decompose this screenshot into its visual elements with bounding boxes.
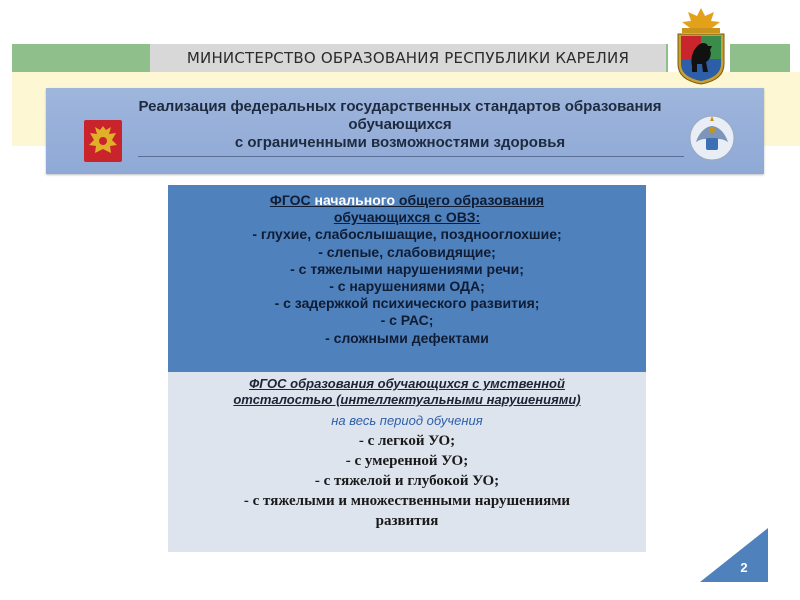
page-title: [70, 98, 730, 152]
title-line: с ограниченными возможностями здоровья: [234, 134, 566, 151]
ministry-banner-title: МИНИСТЕРСТВО ОБРАЗОВАНИЯ РЕСПУБЛИКИ КАРЕЛИЯ: [150, 44, 666, 72]
list-item: - слепые, слабовидящие;: [318, 243, 496, 260]
list-item: - глухие, слабослышащие, позднооглохшие;: [252, 226, 562, 243]
list-item: - с тяжелыми нарушениями речи;: [290, 260, 524, 277]
fgos-primary-heading-line2: обучающихся с ОВЗ:: [333, 209, 481, 226]
title-line: Реализация федеральных государственных стандартов образования: [138, 98, 662, 115]
list-item: - с задержкой психического развития;: [274, 295, 540, 312]
russia-coat-of-arms-icon: [80, 118, 126, 164]
karelia-coat-of-arms-icon: [670, 6, 732, 86]
list-item: - с тяжелыми и множественными нарушениями: [243, 493, 571, 509]
list-item: - с нарушениями ОДА;: [329, 278, 485, 295]
list-item: развития: [375, 513, 439, 529]
heading-line: ФГОС образования обучающихся с умственной: [249, 376, 565, 391]
title-line: обучающихся: [348, 116, 452, 133]
fgos-intellectual-list: [168, 431, 646, 531]
fgos-intellectual-subheading: на весь период обучения: [331, 413, 483, 428]
list-item: - сложными дефектами: [325, 329, 489, 346]
title-underline: [138, 156, 684, 157]
fgos-intellectual-heading: [168, 376, 646, 408]
heading-line: отсталостью (интеллектуальными нарушениями): [233, 392, 581, 407]
list-item: - с РАС;: [380, 312, 434, 329]
heading-prefix: ФГОС: [269, 192, 315, 208]
top-band-right: [730, 44, 790, 72]
page-number: 2: [740, 560, 748, 575]
list-item: - с умеренной УО;: [345, 453, 469, 469]
list-item: - с тяжелой и глубокой УО;: [314, 473, 500, 489]
fgos-primary-heading: [168, 192, 646, 209]
heading-suffix: общего образования: [395, 192, 545, 208]
ministry-emblem-icon: [686, 112, 738, 166]
heading-highlight: начального: [314, 192, 395, 208]
fgos-primary-text: [168, 192, 646, 347]
list-item: - с легкой УО;: [358, 433, 456, 449]
